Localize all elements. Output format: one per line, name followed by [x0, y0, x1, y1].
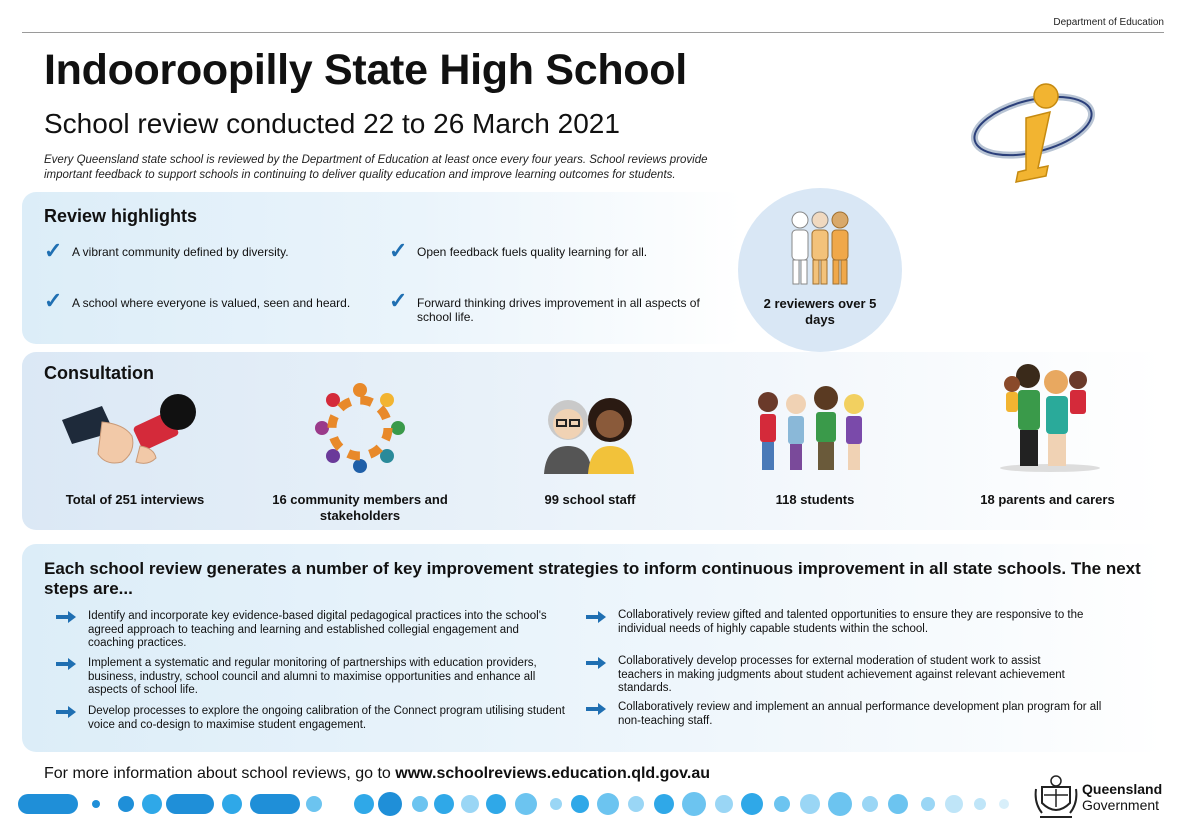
reviewers-text: 2 reviewers over 5 days	[763, 296, 877, 327]
arrow-right-icon	[56, 706, 76, 718]
highlight-item: A school where everyone is valued, seen and heard.	[72, 296, 351, 310]
highlight-item: Open feedback fuels quality learning for all.	[417, 245, 648, 259]
strategy-item: Collaboratively review and implement an annual performance development plan program for all non-teaching staff.	[618, 701, 1102, 727]
strategy-item: Implement a systematic and regular monitoring of partnerships with education providers, business, industry, school council and alumni to maximise opportunities and enhance all aspects of school life.	[88, 657, 537, 696]
highlight-item: Forward thinking drives improvement in all aspects of school life.	[417, 296, 700, 324]
check-icon: ✓	[389, 288, 408, 313]
footer-prefix: For more information about school reviews, go to	[44, 765, 396, 782]
consultation-label: 99 school staff	[544, 492, 636, 507]
strategy-item: Collaboratively review gifted and talented opportunities to ensure they are responsive to the individual needs of highly capable students within the school.	[618, 609, 1084, 635]
students-icon	[750, 380, 874, 474]
highlights-title: Review highlights	[44, 206, 198, 226]
intro-text: Every Queensland state school is reviewed by the Department of Education at least once every four years. School reviews provide important feedback to support schools in continuing to deliver quality education and improve learning outcomes for students.	[44, 154, 708, 181]
strategy-item: Develop processes to explore the ongoing calibration of the Connect program utilising student voice and co-design to maximise student engagement.	[88, 705, 565, 731]
arrow-right-icon	[586, 611, 606, 623]
check-icon: ✓	[44, 288, 63, 313]
coat-of-arms-icon	[1034, 773, 1078, 821]
community-circle-icon	[312, 380, 408, 476]
info-i-logo-icon	[968, 78, 1098, 188]
arrow-right-icon	[56, 658, 76, 670]
consultation-label: 118 students	[775, 492, 855, 507]
arrow-right-icon	[56, 611, 76, 623]
check-icon: ✓	[389, 238, 408, 263]
footer-link[interactable]: www.schoolreviews.education.qld.gov.au	[395, 765, 711, 782]
consultation-title: Consultation	[44, 363, 154, 383]
school-staff-icon	[540, 390, 640, 474]
brand-sub: Government	[1082, 797, 1160, 813]
parents-family-icon	[998, 360, 1102, 472]
strategy-item: Identify and incorporate key evidence-based digital pedagogical practices into the school's agreed approach to teaching and learning and established collegial engagement and coaching practices.	[88, 610, 547, 649]
reviewers-circle	[738, 188, 902, 352]
decorative-dots	[18, 790, 1018, 820]
consultation-label: 18 parents and carers	[980, 492, 1115, 507]
page-title: Indooroopilly State High School	[44, 46, 687, 94]
queensland-government-logo	[1030, 773, 1170, 821]
page-subtitle: School review conducted 22 to 26 March 2021	[44, 108, 620, 139]
arrow-right-icon	[586, 703, 606, 715]
reviewers-icon	[784, 208, 856, 286]
department-label: Department of Education	[1053, 17, 1164, 28]
arrow-right-icon	[586, 657, 606, 669]
strategies-heading: Each school review generates a number of key improvement strategies to inform continuous improvement in all state schools. The next steps are...	[44, 559, 1141, 598]
footer-text	[44, 765, 710, 783]
highlight-item: A vibrant community defined by diversity.	[72, 245, 289, 259]
check-icon: ✓	[44, 238, 63, 263]
consultation-label: 16 community members and stakeholders	[272, 492, 448, 523]
strategy-item: Collaboratively develop processes for external moderation of student work to assist teachers in making judgments about student achievement against relevant achievement standards.	[618, 655, 1065, 694]
consultation-label: Total of 251 interviews	[65, 492, 205, 507]
interview-microphone-icon	[62, 392, 202, 474]
brand-name: Queensland	[1082, 781, 1163, 797]
top-divider	[22, 32, 1164, 33]
